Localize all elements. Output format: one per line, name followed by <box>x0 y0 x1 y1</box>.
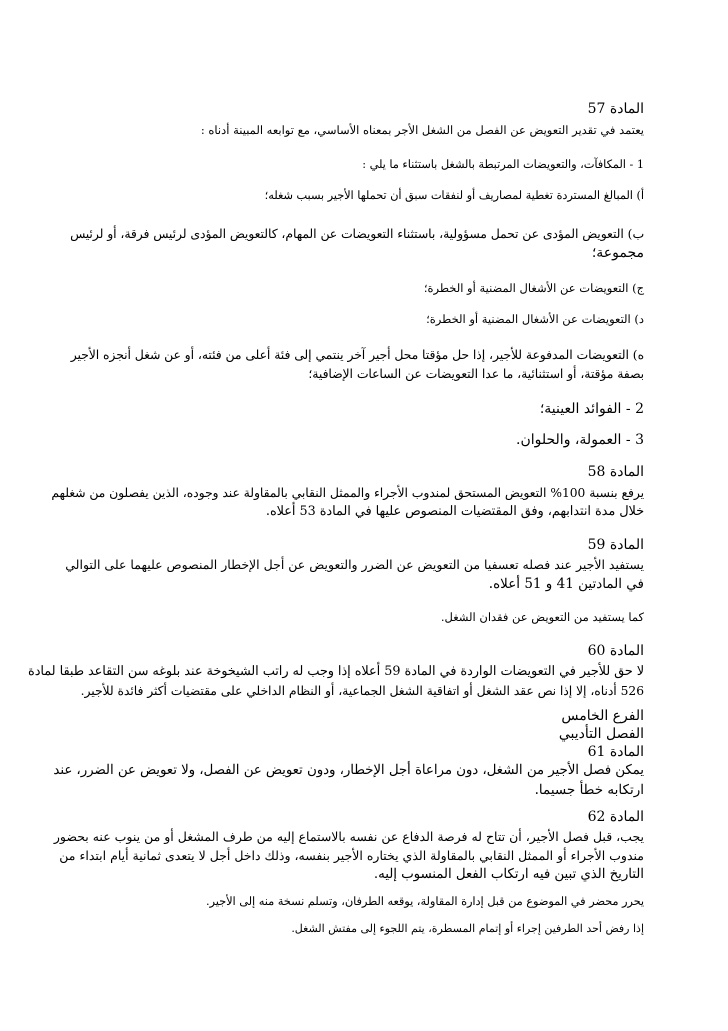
article-61-title: المادة 61 <box>587 744 644 760</box>
article-57-item-1-c: ج) التعويضات عن الأشغال المضنية أو الخطرة؛ <box>423 281 644 295</box>
article-57-item-1-b-line-1: ب) التعويض المؤدى عن تحمل مسؤولية، باستثناء التعويضات عن المهام، كالتعويض المؤدى لرئيس فرقة، أو لرئيس <box>70 227 644 241</box>
article-57-item-1-b-line-2: مجموعة؛ <box>591 245 644 261</box>
article-59-title: المادة 59 <box>587 537 644 553</box>
article-61-paragraph-line-2: ارتكابه خطأ جسيما. <box>534 782 644 798</box>
article-62-paragraph-line-2: مندوب الأجراء أو الممثل النقابي بالمقاولة الذي يختاره الأجير بنفسه، وذلك داخل أجل لا يتعدى ثمانية أيام ابتداء من <box>59 848 644 863</box>
article-62-paragraph-line-3: التاريخ الذي تبين فيه ارتكاب الفعل المنسوب إليه. <box>373 867 644 882</box>
article-58-title: المادة 58 <box>587 464 644 480</box>
article-57-item-1-a: أ) المبالغ المستردة تغطية لمصاريف أو لنفقات سبق أن تحملها الأجير بسبب شغله؛ <box>264 189 644 202</box>
article-57-item-1-e-line-1: ه) التعويضات المدفوعة للأجير، إذا حل مؤقتا محل أجير آخر ينتمي إلى فئة أعلى من فئته، أو عن شغل أنجزه الأجير <box>70 348 644 362</box>
branch-five-title: الفرع الخامس <box>561 708 644 724</box>
article-57-item-2: 2 - الفوائد العينية؛ <box>539 401 644 417</box>
article-60-paragraph-line-2: 526 أدناه، إلا إذا نص عقد الشغل أو اتفاقية الشغل الجماعية، أو النظام الداخلي على مقتضيات أكثر فائدة للأجير. <box>80 684 644 698</box>
article-57-item-1-e-line-2: بصفة مؤقتة، أو استثنائية، ما عدا التعويضات عن الساعات الإضافية؛ <box>308 367 644 381</box>
article-62-paragraph-2: يحرر محضر في الموضوع من قبل إدارة المقاولة، يوقعه الطرفان، وتسلم نسخة منه إلى الأجير. <box>205 895 644 908</box>
article-58-paragraph-line-2: خلال مدة انتدابهم، وفق المقتضيات المنصوص عليها في المادة 53 أعلاه. <box>265 504 644 519</box>
article-58-paragraph-line-1: يرفع بنسبة 100% التعويض المستحق لمندوب الأجراء والممثل النقابي بالمقاولة عند وجوده، الذين يفصلون من شغلهم <box>51 486 644 500</box>
article-62-paragraph-line-1: يجب، قبل فصل الأجير، أن تتاح له فرصة الدفاع عن نفسه بالاستماع إليه من طرف المشغل أو من ينوب عنه بحضور <box>53 829 644 844</box>
article-57-title: المادة 57 <box>587 101 644 117</box>
article-59-paragraph-2: كما يستفيد من التعويض عن فقدان الشغل. <box>440 610 644 624</box>
article-57-item-1-d: د) التعويضات عن الأشغال المضنية أو الخطرة؛ <box>426 312 644 326</box>
article-60-title: المادة 60 <box>587 643 644 659</box>
disciplinary-dismissal-title: الفصل التأديبي <box>558 726 644 742</box>
article-60-paragraph-line-1: لا حق للأجير في التعويضات الواردة في المادة 59 أعلاه إذا وجب له راتب الشيخوخة عند بلوغه سن التقاعد طبقا لمادة <box>28 664 644 679</box>
article-62-title: المادة 62 <box>587 809 644 825</box>
article-61-paragraph-line-1: يمكن فصل الأجير من الشغل، دون مراعاة أجل الإخطار، ودون تعويض عن الفصل، ولا تعويض عن الضرر، عند <box>53 763 644 778</box>
article-57-item-3: 3 - العمولة، والحلوان. <box>516 432 644 448</box>
article-57-item-1: 1 - المكافآت، والتعويضات المرتبطة بالشغل باستثناء ما يلي : <box>362 158 644 171</box>
article-57-intro: يعتمد في تقدير التعويض عن الفصل من الشغل الأجر بمعناه الأساسي، مع توابعه المبينة أدناه : <box>200 123 644 137</box>
article-59-paragraph-line-2: في المادتين 41 و 51 أعلاه. <box>488 576 644 592</box>
article-62-paragraph-3: إذا رفض أحد الطرفين إجراء أو إتمام المسطرة، يتم اللجوء إلى مفتش الشغل. <box>291 922 644 935</box>
article-59-paragraph-line-1: يستفيد الأجير عند فصله تعسفيا من التعويض عن الضرر والتعويض عن أجل الإخطار المنصوص عليهما على التوالي <box>65 557 644 572</box>
